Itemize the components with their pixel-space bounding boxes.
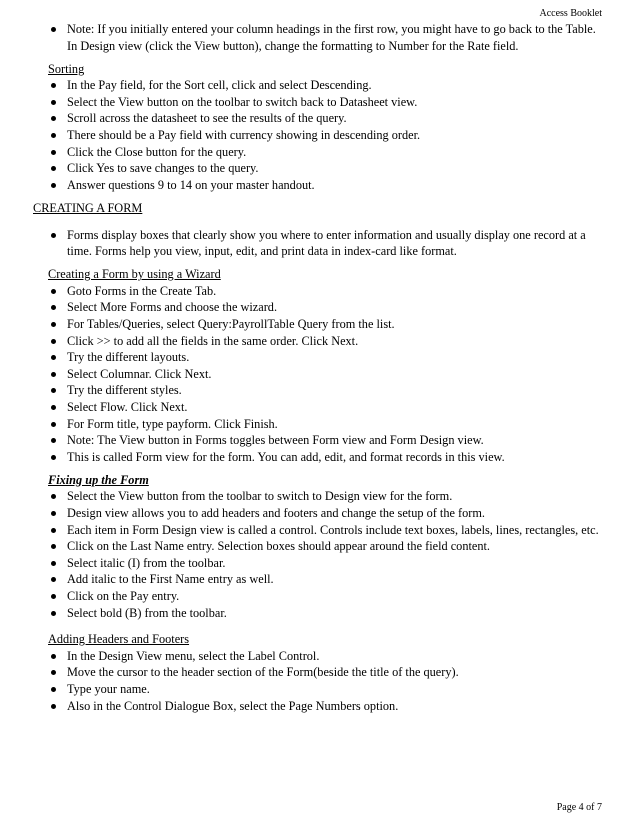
list-item: For Tables/Queries, select Query:PayrollTable Query from the list. [33,316,605,333]
creating-form-heading: CREATING A FORM [33,200,143,215]
list-item: Select Flow. Click Next. [33,399,605,416]
list-item: Click on the Pay entry. [33,588,605,605]
list-item: For Form title, type payform. Click Finish. [33,416,605,433]
list-item: Click the Close button for the query. [33,144,605,161]
list-item: Select the View button from the toolbar to switch to Design view for the form. [33,488,605,505]
note-list [33,21,605,54]
fixing-list [33,488,605,621]
list-item: Click Yes to save changes to the query. [33,160,605,177]
list-item: Design view allows you to add headers and footers and change the setup of the form. [33,505,605,522]
list-item: Click on the Last Name entry. Selection boxes should appear around the field content. [33,538,605,555]
list-item: Try the different layouts. [33,349,605,366]
list-item: Add italic to the First Name entry as well. [33,571,605,588]
list-item: Select More Forms and choose the wizard. [33,299,605,316]
sorting-list [33,77,605,193]
headers-footers-heading: Adding Headers and Footers [48,632,190,647]
headers-footers-list [33,648,605,714]
list-item: This is called Form view for the form. You can add, edit, and format records in this view. [33,449,605,466]
list-item: Type your name. [33,681,605,698]
list-item: Select italic (I) from the toolbar. [33,555,605,572]
list-item: Forms display boxes that clearly show you where to enter information and usually display one record at a time. Forms help you view, input, edit, and print data in index-card like format. [33,227,605,260]
list-item: Answer questions 9 to 14 on your master handout. [33,177,605,194]
list-item: In the Design View menu, select the Label Control. [33,648,605,665]
list-item: Note: The View button in Forms toggles between Form view and Form Design view. [33,432,605,449]
list-item: Select Columnar. Click Next. [33,366,605,383]
list-item: Select bold (B) from the toolbar. [33,605,605,622]
list-item: Scroll across the datasheet to see the results of the query. [33,110,605,127]
running-header: Access Booklet [539,8,602,19]
wizard-heading: Creating a Form by using a Wizard [48,267,221,282]
page-number: Page 4 of 7 [556,802,602,813]
list-item: Each item in Form Design view is called a control. Controls include text boxes, labels, lines, rectangles, etc. [33,522,605,539]
list-item: Click >> to add all the fields in the same order. Click Next. [33,333,605,350]
list-item: Select the View button on the toolbar to switch back to Datasheet view. [33,94,605,111]
sorting-heading: Sorting [48,61,85,76]
list-item: Also in the Control Dialogue Box, select the Page Numbers option. [33,698,605,715]
list-item: Try the different styles. [33,382,605,399]
fixing-heading: Fixing up the Form [48,472,149,487]
list-item: Goto Forms in the Create Tab. [33,283,605,300]
list-item: In the Pay field, for the Sort cell, click and select Descending. [33,77,605,94]
page-content [33,21,605,714]
list-item: There should be a Pay field with currency showing in descending order. [33,127,605,144]
wizard-list [33,283,605,466]
creating-form-intro-list [33,227,605,260]
list-item: Move the cursor to the header section of the Form(beside the title of the query). [33,664,605,681]
list-item: Note: If you initially entered your column headings in the first row, you might have to go back to the Table. In Design view (click the View button), change the formatting to Number for the Rate field. [33,21,605,54]
